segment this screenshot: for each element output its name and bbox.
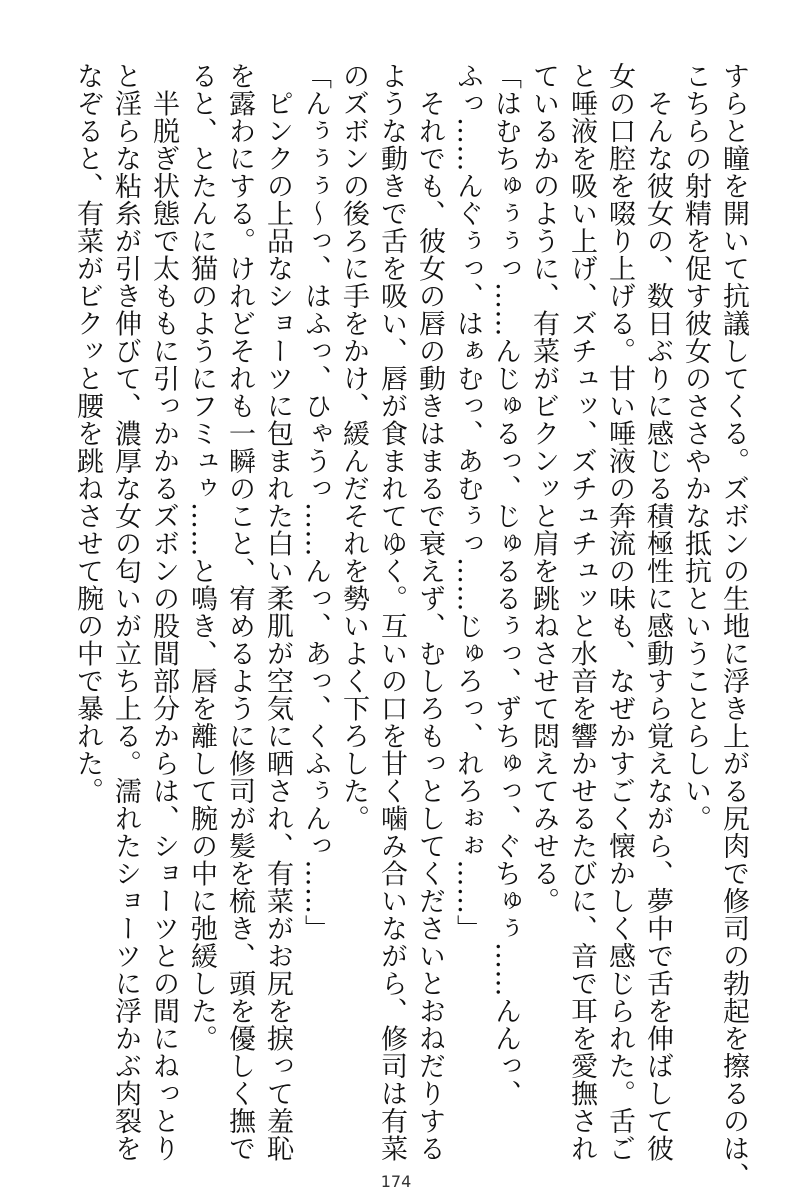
- text-line: と淫らな粘糸が引き伸びて、濃厚な女の匂いが立ち上る。濡れたショーツに浮かぶ肉裂を: [110, 62, 141, 1162]
- text-line: 女の口腔を啜り上げる。甘い唾液の奔流の味も、なぜかすごく懐かしく感じられた。舌ご: [604, 62, 635, 1162]
- text-line: そんな彼女の、数日ぶりに感じる積極性に感動すら覚えながら、夢中で舌を伸ばして彼: [642, 62, 673, 1162]
- text-line: こちらの射精を促す彼女のささやかな抵抗ということらしい。: [680, 62, 711, 832]
- text-line: と唾液を吸い上げ、ズチュッ、ズチュチュッと水音を響かせるたびに、音で耳を愛撫され: [566, 62, 597, 1162]
- text-line: ような動きで舌を吸い、唇が食まれてゆく。互いの口を甘く噛み合いながら、修司は有菜: [376, 62, 407, 1162]
- text-line: のズボンの後ろに手をかけ、緩んだそれを勢いよく下ろした。: [338, 62, 369, 832]
- text-line: ふっ……んぐぅっ、はぁむっ、あむぅっ……じゅろっ、れろぉぉ……」: [452, 62, 483, 942]
- text-line: 半脱ぎ状態で太ももに引っかかるズボンの股間部分からは、ショーツとの間にねっとり: [148, 62, 179, 1162]
- text-line: それでも、彼女の唇の動きはまるで衰えず、むしろもっとしてくださいとおねだりする: [414, 62, 445, 1162]
- text-line: 「はむちゅぅぅっ……んじゅるっ、じゅるるぅっ、ずちゅっ、ぐちゅぅ……んんっ、: [490, 62, 521, 1107]
- text-line: ているかのように、有菜がビクンッと肩を跳ねさせて悶えてみせる。: [528, 62, 559, 915]
- text-line: 「んぅぅぅ〜っ、はふっ、ひゃうっ……んっ、あっ、くふぅんっ……」: [300, 62, 331, 942]
- text-line: ると、とたんに猫のようにフミュゥ……と鳴き、唇を離して腕の中に弛緩した。: [186, 62, 217, 1052]
- text-line: ピンクの上品なショーツに包まれた白い柔肌が空気に晒され、有菜がお尻を捩って羞恥: [262, 62, 293, 1162]
- text-line: すらと瞳を開いて抗議してくる。ズボンの生地に浮き上がる尻肉で修司の勃起を擦るのは、: [718, 62, 749, 1190]
- text-line: を露わにする。けれどそれも一瞬のこと、宥めるように修司が髪を梳き、頭を優しく撫で: [224, 62, 255, 1162]
- page-number: 174: [380, 1172, 412, 1191]
- text-line: なぞると、有菜がビクッと腰を跳ねさせて腕の中で暴れた。: [72, 62, 103, 805]
